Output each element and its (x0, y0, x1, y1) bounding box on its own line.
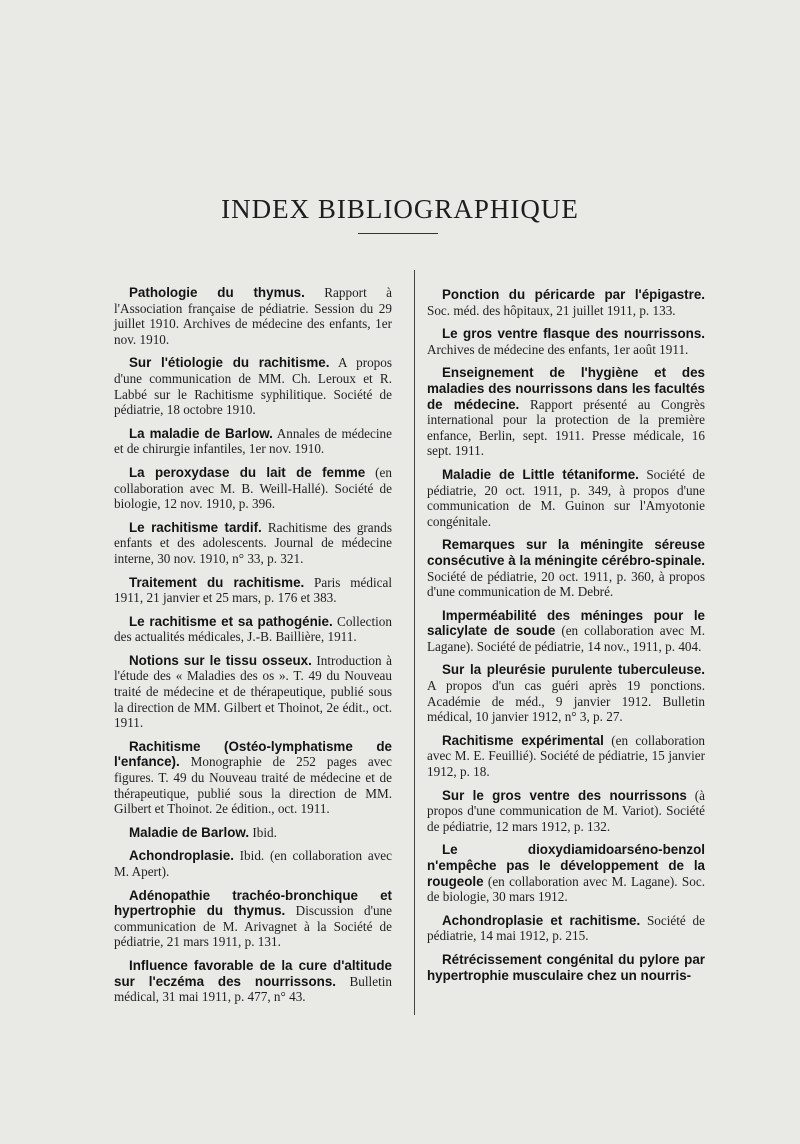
bibliography-entry (427, 913, 705, 944)
bibliography-entry (427, 662, 705, 724)
entry-body: Discussion d'une communication de M. Arivagnet à la Société de pédiatrie, 21 mars 1911, p. 131. (114, 903, 392, 950)
title-divider (358, 233, 438, 234)
bibliography-entry (427, 842, 705, 904)
entry-body: Société de pédiatrie, 20 oct. 1911, p. 349, à propos d'une communication de M. Guinon sur l'Amyotonie congénitale. (427, 466, 706, 529)
bibliography-entry (114, 465, 392, 512)
entry-body: (à propos d'une communication de M. Variot). Société de pédiatrie, 12 mars 1912, p. 132. (427, 787, 706, 834)
left-column (114, 285, 392, 1013)
bibliography-entry (114, 825, 392, 841)
entry-heading: Sur la pleurésie purulente tuberculeuse. (442, 662, 705, 678)
entry-heading: Le gros ventre flasque des nourrissons. (442, 326, 705, 342)
bibliography-entry (427, 788, 705, 835)
entry-body: Introduction à l'étude des « Maladies des os ». T. 49 du Nouveau traité de médecine et de thérapeutique, publié sous la direction de MM. Gilbert et Thoinot, 2e édit., oct. 1911. (114, 652, 392, 731)
bibliography-entry (114, 958, 392, 1005)
page-title: INDEX BIBLIOGRAPHIQUE (221, 194, 579, 225)
entry-body: Société de pédiatrie, 20 oct. 1911, p. 360, à propos d'une communication de M. Debré. (427, 568, 705, 600)
entry-heading: Pathologie du thymus. (129, 285, 305, 300)
bibliography-entry (114, 520, 392, 567)
entry-heading: Le rachitisme tardif. (129, 519, 262, 535)
bibliography-entry (427, 287, 705, 318)
bibliography-entry (114, 285, 392, 347)
entry-body: Annales de médecine et de chirurgie infantiles, 1er nov. 1910. (114, 425, 392, 457)
entry-heading: Notions sur le tissu osseux. (129, 652, 312, 668)
entry-heading: Remarques sur la méningite séreuse consécutive à la méningite cérébro-spinale. (427, 537, 705, 568)
entry-heading: Influence favorable de la cure d'altitude sur l'eczéma des nourrissons. (114, 957, 392, 989)
entry-heading: Maladie de Little tétaniforme. (442, 466, 639, 482)
bibliography-entry (114, 355, 392, 417)
entry-heading: La peroxydase du lait de femme (129, 464, 366, 480)
column-divider (414, 270, 415, 1015)
bibliography-entry (427, 952, 705, 983)
entry-heading: Imperméabilité des méninges pour le salicylate de soude (427, 607, 705, 639)
entry-body: Collection des actualités médicales, J.-B. Baillière, 1911. (114, 613, 392, 645)
entry-body: Soc. méd. des hôpitaux, 21 juillet 1911, p. 133. (427, 302, 676, 318)
entry-body: (en collaboration avec M. B. Weill-Hallé). Société de biologie, 12 nov. 1910, p. 396. (114, 464, 392, 512)
bibliography-entry (114, 739, 392, 817)
bibliography-entry (427, 733, 705, 780)
entry-heading: Le dioxydiamidoarséno-benzol n'empêche pas le développement de la rougeole (427, 842, 705, 889)
bibliography-entry (114, 888, 392, 950)
entry-heading: Traitement du rachitisme. (129, 574, 305, 590)
entry-body: (en collaboration avec M. Lagane). Soc. de biologie, 30 mars 1912. (427, 873, 705, 905)
bibliography-entry (427, 608, 705, 655)
entry-body: Ibid. (en collaboration avec M. Apert). (114, 848, 392, 879)
entry-body: Rachitisme des grands enfants et des adolescents. Journal de médecine interne, 30 nov. 1910, n° 33, p. 321. (114, 519, 392, 566)
entry-body: Rapport présenté au Congrès international pour la protection de la première enfance, Berlin, sept. 1911. Presse médicale, 16 sept. 1911. (427, 396, 706, 459)
entry-heading: Rachitisme (Ostéo-lymphatisme de l'enfance). (114, 738, 392, 770)
bibliography-entry (114, 575, 392, 606)
entry-heading: Achondroplasie. (129, 848, 234, 864)
bibliography-entry (427, 537, 705, 599)
entry-heading: Adénopathie trachéo-bronchique et hypertrophie du thymus. (114, 887, 392, 919)
entry-body: (en collaboration avec M. Lagane). Société de pédiatrie, 14 nov., 1911, p. 404. (427, 623, 705, 654)
bibliography-entry (114, 614, 392, 645)
bibliography-entry (427, 365, 705, 459)
entry-body: Rapport à l'Association française de pédiatrie. Session du 29 juillet 1910. Archives de médecine des enfants, 1er nov. 1910. (114, 285, 392, 347)
bibliography-entry (114, 848, 392, 879)
entry-body: Ibid. (249, 824, 277, 840)
bibliography-entry (114, 653, 392, 731)
entry-body: A propos d'une communication de MM. Ch. Leroux et R. Labbé sur le Rachitisme syphilitique. Société de pédiatrie, 18 octobre 1910. (114, 355, 392, 418)
right-column (427, 287, 705, 991)
entry-heading: Sur l'étiologie du rachitisme. (129, 355, 330, 371)
bibliography-entry (114, 426, 392, 457)
entry-body: Société de pédiatrie, 14 mai 1912, p. 215. (427, 912, 705, 944)
entry-heading: Sur le gros ventre des nourrissons (442, 787, 687, 803)
entry-heading: Maladie de Barlow. (129, 824, 250, 840)
entry-heading: Rachitisme expérimental (442, 732, 604, 748)
entry-body: Paris médical 1911, 21 janvier et 25 mars, p. 176 et 383. (114, 574, 392, 606)
entry-body: Bulletin médical, 31 mai 1911, p. 477, n° 43. (114, 973, 392, 1005)
entry-heading: Ponction du péricarde par l'épigastre. (442, 287, 705, 302)
entry-body: A propos d'un cas guéri après 19 ponctions. Académie de méd., 9 janvier 1912. Bulletin médical, 10 janvier 1912, n° 3, p. 27. (427, 678, 705, 725)
entry-body: Archives de médecine des enfants, 1er août 1911. (427, 341, 689, 357)
entry-body: Monographie de 252 pages avec figures. T. 49 du Nouveau traité de médecine et de thérapeutique, publié sous la direction de MM. Gilbert et Thoinot. 2e édition., oct. 1911. (114, 754, 392, 817)
entry-heading: Rétrécissement congénital du pylore par hypertrophie musculaire chez un nourris- (427, 951, 705, 983)
entry-body: (en collaboration avec M. E. Feuillié). Société de pédiatrie, 15 janvier 1912, p. 18. (427, 732, 706, 780)
bibliography-entry (427, 326, 705, 357)
entry-heading: Enseignement de l'hygiène et des maladies des nourrissons dans les facultés de médecine. (427, 365, 705, 412)
entry-heading: Achondroplasie et rachitisme. (442, 912, 641, 928)
bibliography-entry (427, 467, 705, 529)
entry-heading: La maladie de Barlow. (129, 425, 273, 441)
entry-heading: Le rachitisme et sa pathogénie. (129, 613, 333, 629)
